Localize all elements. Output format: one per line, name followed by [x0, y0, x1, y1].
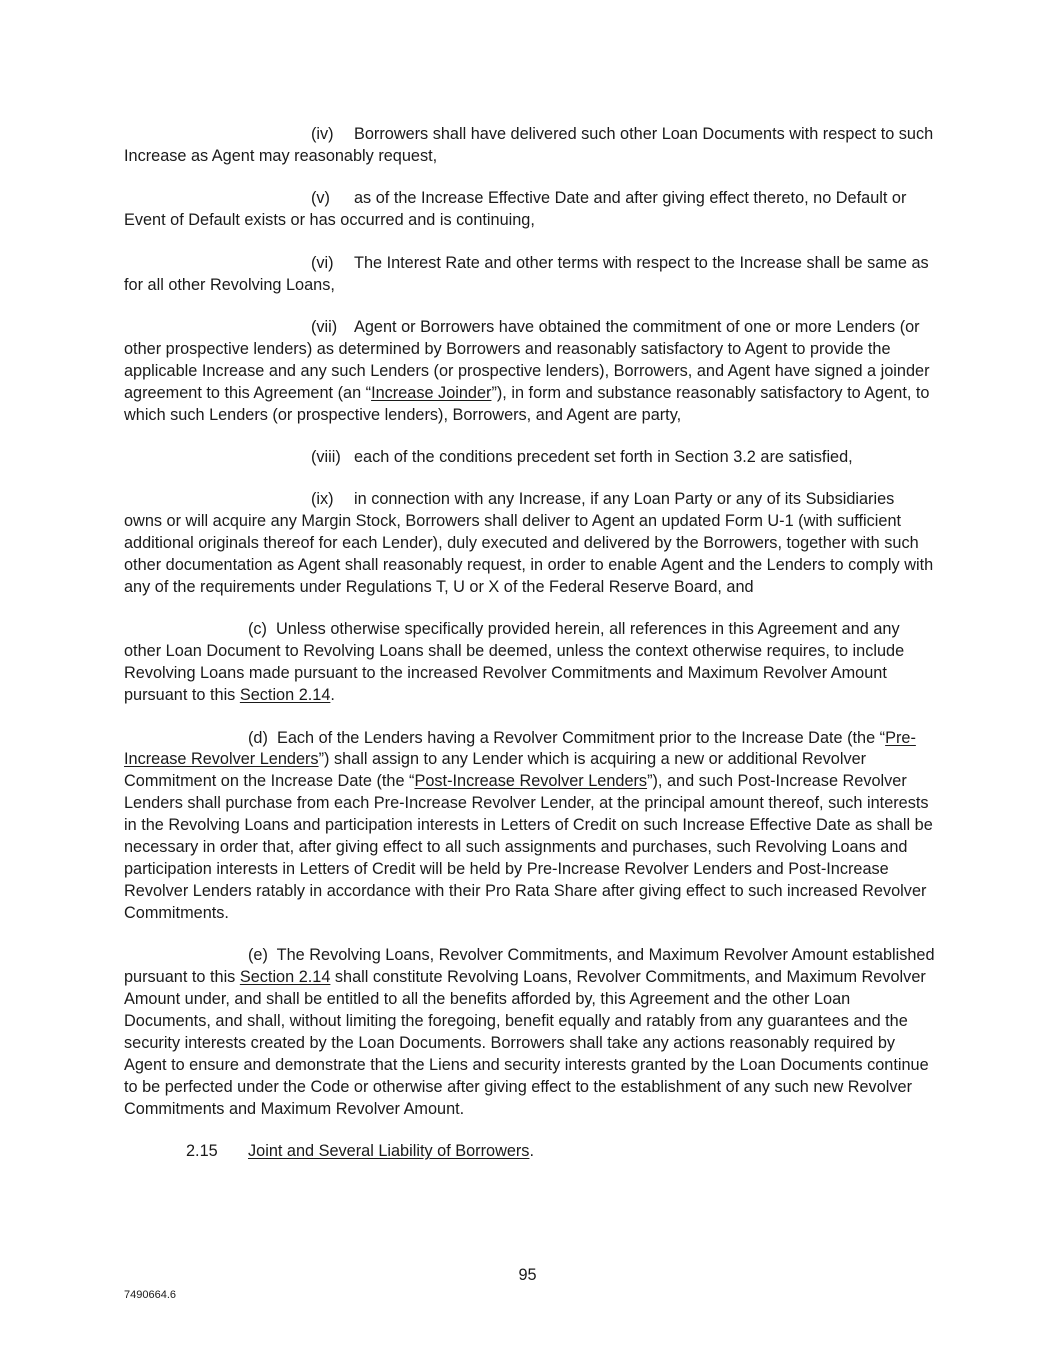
clause-number: (d): [248, 728, 268, 747]
clause-text: in connection with any Increase, if any Loan Party or any of its Subsidiaries owns or will acquire any Margin Stock, Borrowers shall deliver to Agent an updated Form U-1 (with sufficient additional originals thereof for each Lender), duly executed and delivered by the Borrowers, together with such other documentation as Agent shall reasonably request, in order to enable Agent and the Lenders to comply with any of the requirements under Regulations T, U or X of the Federal Reserve Board, and: [124, 490, 934, 596]
clause-text: shall constitute Revolving Loans, Revolver Commitments, and Maximum Revolver Amount under, and shall be entitled to all the benefits afforded by, this Agreement and the other Loan Documents, and shall, without limiting the foregoing, benefit equally and ratably from any guarantees and the security interests created by the Loan Documents. Borrowers shall take any actions reasonably required by Agent to ensure and demonstrate that the Liens and security interests granted by the Loan Documents continue to be perfected under the Code or otherwise after giving effect to the establishment of any such new Revolver Commitments and Maximum Revolver Amount.: [124, 968, 929, 1118]
clause-number: (ix): [311, 490, 334, 509]
clause-ix: [124, 489, 936, 599]
document-id: 7490664.6: [124, 1289, 176, 1301]
clause-vii: [124, 317, 936, 427]
clause-text: ”), in form and substance reasonably satisfactory to Agent, to which such Lenders (or prospective lenders), Borrowers, and Agent are party,: [124, 383, 930, 424]
section-reference: Section 2.14: [239, 968, 331, 987]
defined-term-increase-joinder: Increase Joinder: [371, 383, 492, 402]
clause-iv: [124, 124, 936, 168]
defined-term-post-increase-revolver-lenders: Post-Increase Revolver Lenders: [414, 772, 648, 791]
clause-v: [124, 188, 936, 232]
section-title-suffix: .: [529, 1141, 534, 1160]
clause-number: (vi): [311, 253, 334, 272]
section-title: Joint and Several Liability of Borrowers: [248, 1141, 530, 1160]
clause-c: [124, 619, 936, 707]
clause-number: (e): [248, 946, 268, 965]
clause-d: [124, 728, 936, 925]
clause-viii: [124, 447, 936, 469]
clause-text: Borrowers shall have delivered such other Loan Documents with respect to such Increase as Agent may reasonably request,: [124, 125, 934, 165]
section-number: 2.15: [186, 1141, 218, 1160]
clause-text: .: [330, 686, 335, 705]
clause-number: (vii): [311, 317, 338, 336]
clause-text: each of the conditions precedent set forth in Section 3.2 are satisfied,: [354, 447, 853, 466]
document-body: [124, 124, 936, 1183]
clause-text: Each of the Lenders having a Revolver Commitment prior to the Increase Date (the “: [276, 728, 886, 747]
clause-e: [124, 945, 936, 1120]
clause-number: (v): [311, 189, 330, 208]
section-heading-2-15: [124, 1141, 936, 1163]
clause-text: as of the Increase Effective Date and after giving effect thereto, no Default or Event of Default exists or has occurred and is continuing,: [124, 189, 907, 230]
clause-text: The Revolving Loans, Revolver Commitments, and Maximum Revolver Amount established pursuant to this: [124, 946, 935, 987]
clause-text: Agent or Borrowers have obtained the commitment of one or more Lenders (or other prospective lenders) as determined by Borrowers and reasonably satisfactory to Agent to provide the applicable Increase and any such Lenders (or prospective lenders), Borrowers, and Agent have signed a joinder agreement to this Agreement (an “: [124, 317, 930, 402]
clause-number: (viii): [311, 447, 341, 466]
clause-text: ”), and such Post-Increase Revolver Lenders shall purchase from each Pre-Increase Revolver Lender, at the principal amount thereof, such interests in the Revolving Loans and participation interests in Letters of Credit on such Increase Effective Date as shall be necessary in order that, after giving effect to all such assignments and purchases, such Revolving Loans and participation interests in Letters of Credit will be held by Pre-Increase Revolver Lenders and Post-Increase Revolver Lenders ratably in accordance with their Pro Rata Share after giving effect to such increased Revolver Commitments.: [124, 772, 933, 922]
clause-text: ”) shall assign to any Lender which is acquiring a new or additional Revolver Commitment on the Increase Date (the “: [124, 750, 867, 791]
page-number: 95: [518, 1266, 537, 1284]
section-reference: Section 2.14: [239, 686, 331, 705]
clause-vi: [124, 253, 936, 297]
clause-number: (iv): [311, 125, 334, 143]
clause-text: Unless otherwise specifically provided herein, all references in this Agreement and any other Loan Document to Revolving Loans shall be deemed, unless the context otherwise requires, to include Revolving Loans made pursuant to the increased Revolver Commitments and Maximum Revolver Amount pursuant to this: [124, 620, 905, 705]
clause-text: The Interest Rate and other terms with respect to the Increase shall be same as for all other Revolving Loans,: [124, 253, 929, 294]
clause-number: (c): [248, 620, 267, 639]
defined-term-pre-increase-revolver-lenders: Pre-Increase Revolver Lenders: [124, 728, 916, 769]
